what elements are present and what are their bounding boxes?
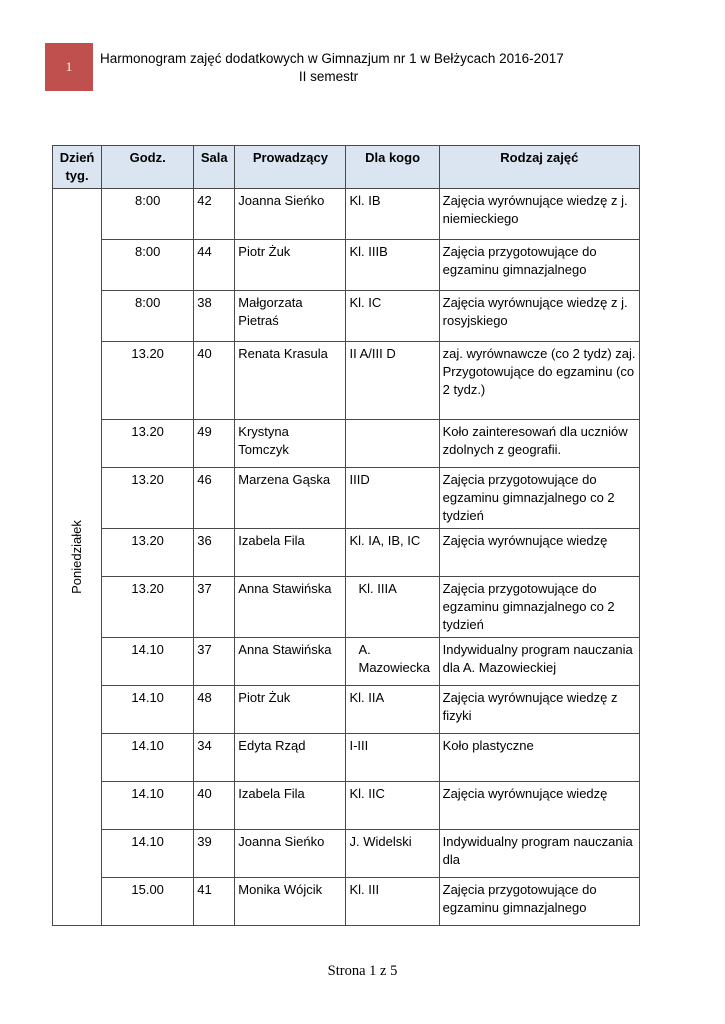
type-cell: Indywidualny program nauczania dla A. Mazowieckiej [439,638,639,686]
time-cell: 13.20 [102,468,194,529]
time-cell: 14.10 [102,830,194,878]
table-row [53,291,640,342]
teacher-cell: Renata Krasula [235,342,346,420]
for-whom-cell: Kl. IIIA [346,577,439,638]
for-whom-cell: Kl. IIIB [346,240,439,291]
room-cell: 38 [194,291,235,342]
type-cell: Indywidualny program nauczania dla [439,830,639,878]
room-cell: 37 [194,577,235,638]
room-cell: 44 [194,240,235,291]
type-cell: Zajęcia przygotowujące do egzaminu gimnazjalnego [439,240,639,291]
time-cell: 14.10 [102,782,194,830]
table-row [53,734,640,782]
col-header-time: Godz. [102,146,194,189]
room-cell: 34 [194,734,235,782]
type-cell: zaj. wyrównawcze (co 2 tydz) zaj. Przygotowujące do egzaminu (co 2 tydz.) [439,342,639,420]
type-cell: Zajęcia wyrównujące wiedzę z j. rosyjskiego [439,291,639,342]
document-subtitle: II semestr [298,69,359,84]
table-row [53,420,640,468]
for-whom-cell: Kl. IIC [346,782,439,830]
table-row [53,782,640,830]
teacher-cell: Joanna Sieńko [235,189,346,240]
room-cell: 41 [194,878,235,926]
type-cell: Zajęcia wyrównujące wiedzę z j. niemieckiego [439,189,639,240]
time-cell: 13.20 [102,529,194,577]
table-row [53,878,640,926]
page-footer [0,963,725,980]
table-row [53,342,640,420]
for-whom-cell: I-III [346,734,439,782]
day-cell [53,189,102,926]
teacher-cell: Anna Stawińska [235,577,346,638]
teacher-cell: Monika Wójcik [235,878,346,926]
time-cell: 8:00 [102,240,194,291]
room-cell: 40 [194,342,235,420]
col-header-teacher: Prowadzący [235,146,346,189]
room-cell: 39 [194,830,235,878]
time-cell: 14.10 [102,734,194,782]
teacher-cell: Anna Stawińska [235,638,346,686]
teacher-cell: Izabela Fila [235,782,346,830]
page-number: 1 [65,59,73,74]
table-row [53,686,640,734]
type-cell: Zajęcia przygotowujące do egzaminu gimnazjalnego co 2 tydzień [439,577,639,638]
time-cell: 13.20 [102,342,194,420]
for-whom-cell: Kl. III [346,878,439,926]
type-cell: Koło plastyczne [439,734,639,782]
for-whom-cell [346,420,439,468]
page-counter: Strona 1 z 5 [327,963,398,979]
for-whom-cell: II A/III D [346,342,439,420]
for-whom-cell: J. Widelski [346,830,439,878]
time-cell: 8:00 [102,291,194,342]
time-cell: 14.10 [102,638,194,686]
type-cell: Koło zainteresowań dla uczniów zdolnych z geografii. [439,420,639,468]
document-title: Harmonogram zajęć dodatkowych w Gimnazjum nr 1 w Bełżycach 2016-2017 [100,51,564,66]
for-whom-cell: Kl. IB [346,189,439,240]
teacher-cell: Piotr Żuk [235,240,346,291]
schedule-table [52,145,640,926]
type-cell: Zajęcia wyrównujące wiedzę [439,782,639,830]
day-label: Poniedziałek [69,520,85,594]
room-cell: 48 [194,686,235,734]
col-header-type: Rodzaj zajęć [439,146,639,189]
teacher-cell: Edyta Rząd [235,734,346,782]
time-cell: 8:00 [102,189,194,240]
teacher-cell: Krystyna Tomczyk [235,420,346,468]
table-row [53,529,640,577]
for-whom-cell: Kl. IA, IB, IC [346,529,439,577]
room-cell: 37 [194,638,235,686]
teacher-cell: Joanna Sieńko [235,830,346,878]
teacher-cell: Piotr Żuk [235,686,346,734]
table-row [53,189,640,240]
table-row [53,638,640,686]
page-number-badge [45,43,93,91]
table-row [53,577,640,638]
time-cell: 13.20 [102,577,194,638]
table-row [53,240,640,291]
for-whom-cell: Kl. IC [346,291,439,342]
room-cell: 42 [194,189,235,240]
type-cell: Zajęcia przygotowujące do egzaminu gimnazjalnego co 2 tydzień [439,468,639,529]
time-cell: 14.10 [102,686,194,734]
time-cell: 13.20 [102,420,194,468]
time-cell: 15.00 [102,878,194,926]
table-header-row [53,146,640,189]
teacher-cell: Izabela Fila [235,529,346,577]
for-whom-cell: IIID [346,468,439,529]
room-cell: 46 [194,468,235,529]
teacher-cell: Marzena Gąska [235,468,346,529]
table-row [53,468,640,529]
col-header-day: Dzień tyg. [53,146,102,189]
col-header-for-whom: Dla kogo [346,146,439,189]
room-cell: 36 [194,529,235,577]
type-cell: Zajęcia przygotowujące do egzaminu gimnazjalnego [439,878,639,926]
table-row [53,830,640,878]
teacher-cell: Małgorzata Pietraś [235,291,346,342]
type-cell: Zajęcia wyrównujące wiedzę [439,529,639,577]
room-cell: 49 [194,420,235,468]
type-cell: Zajęcia wyrównujące wiedzę z fizyki [439,686,639,734]
for-whom-cell: A. Mazowiecka [346,638,439,686]
for-whom-cell: Kl. IIA [346,686,439,734]
document-header [100,50,564,86]
col-header-room: Sala [194,146,235,189]
room-cell: 40 [194,782,235,830]
